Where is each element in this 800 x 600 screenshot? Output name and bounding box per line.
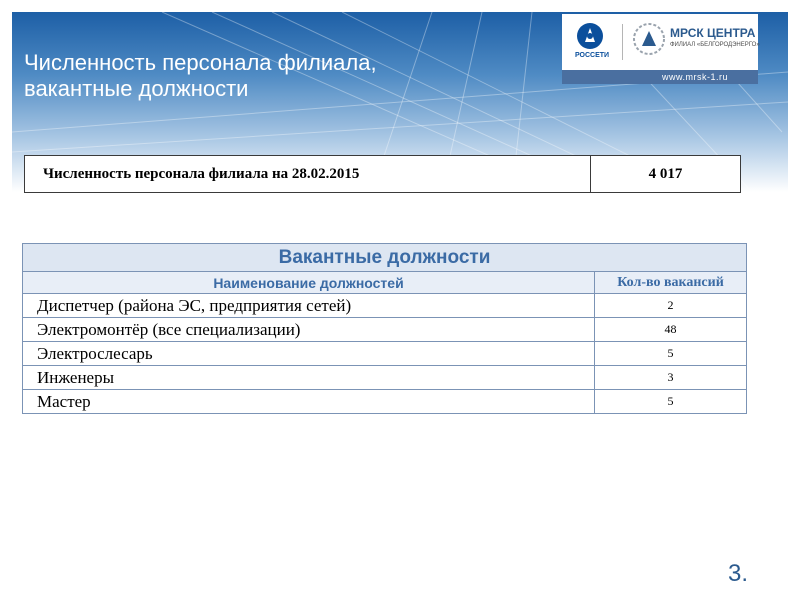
vacancy-count: 3 [595, 366, 747, 390]
headcount-value: 4 017 [648, 166, 683, 182]
vacancy-count: 2 [595, 294, 747, 318]
slide-title-line-2: вакантные должности [24, 76, 249, 101]
mrsk-logo-name: МРСК ЦЕНТРА [670, 26, 756, 40]
position-name: Мастер [23, 390, 595, 414]
vacancies-table-caption: Вакантные должности [23, 244, 747, 272]
table-row [23, 366, 747, 390]
slide-title-line-1: Численность персонала филиала, [24, 50, 377, 75]
page-number: 3. [728, 560, 749, 587]
position-name: Диспетчер (района ЭС, предприятия сетей) [23, 294, 595, 318]
column-header-count: Кол-во вакансий [595, 272, 747, 294]
table-row [23, 342, 747, 366]
mrsk-logo-subtitle: ФИЛИАЛ «БЕЛГОРОДЭНЕРГО» [670, 42, 760, 48]
headcount-table [24, 155, 741, 193]
vacancies-table [22, 243, 747, 414]
vacancy-count: 48 [595, 318, 747, 342]
slide-title [24, 50, 444, 102]
logo-divider [622, 24, 623, 60]
position-name: Электромонтёр (все специализации) [23, 318, 595, 342]
rosseti-logo-icon [576, 22, 604, 50]
position-name: Инженеры [23, 366, 595, 390]
website-url: www.mrsk-1.ru [562, 70, 758, 84]
headcount-label: Численность персонала филиала на 28.02.2015 [25, 156, 591, 192]
mrsk-logo-icon [632, 22, 666, 56]
company-logo-block [562, 14, 758, 70]
rosseti-logo-text: РОССЕТИ [574, 52, 610, 59]
position-name: Электрослесарь [23, 342, 595, 366]
table-row [23, 294, 747, 318]
table-row [23, 318, 747, 342]
column-header-position: Наименование должностей [23, 272, 595, 294]
vacancy-count: 5 [595, 342, 747, 366]
vacancy-count: 5 [595, 390, 747, 414]
table-row [23, 390, 747, 414]
